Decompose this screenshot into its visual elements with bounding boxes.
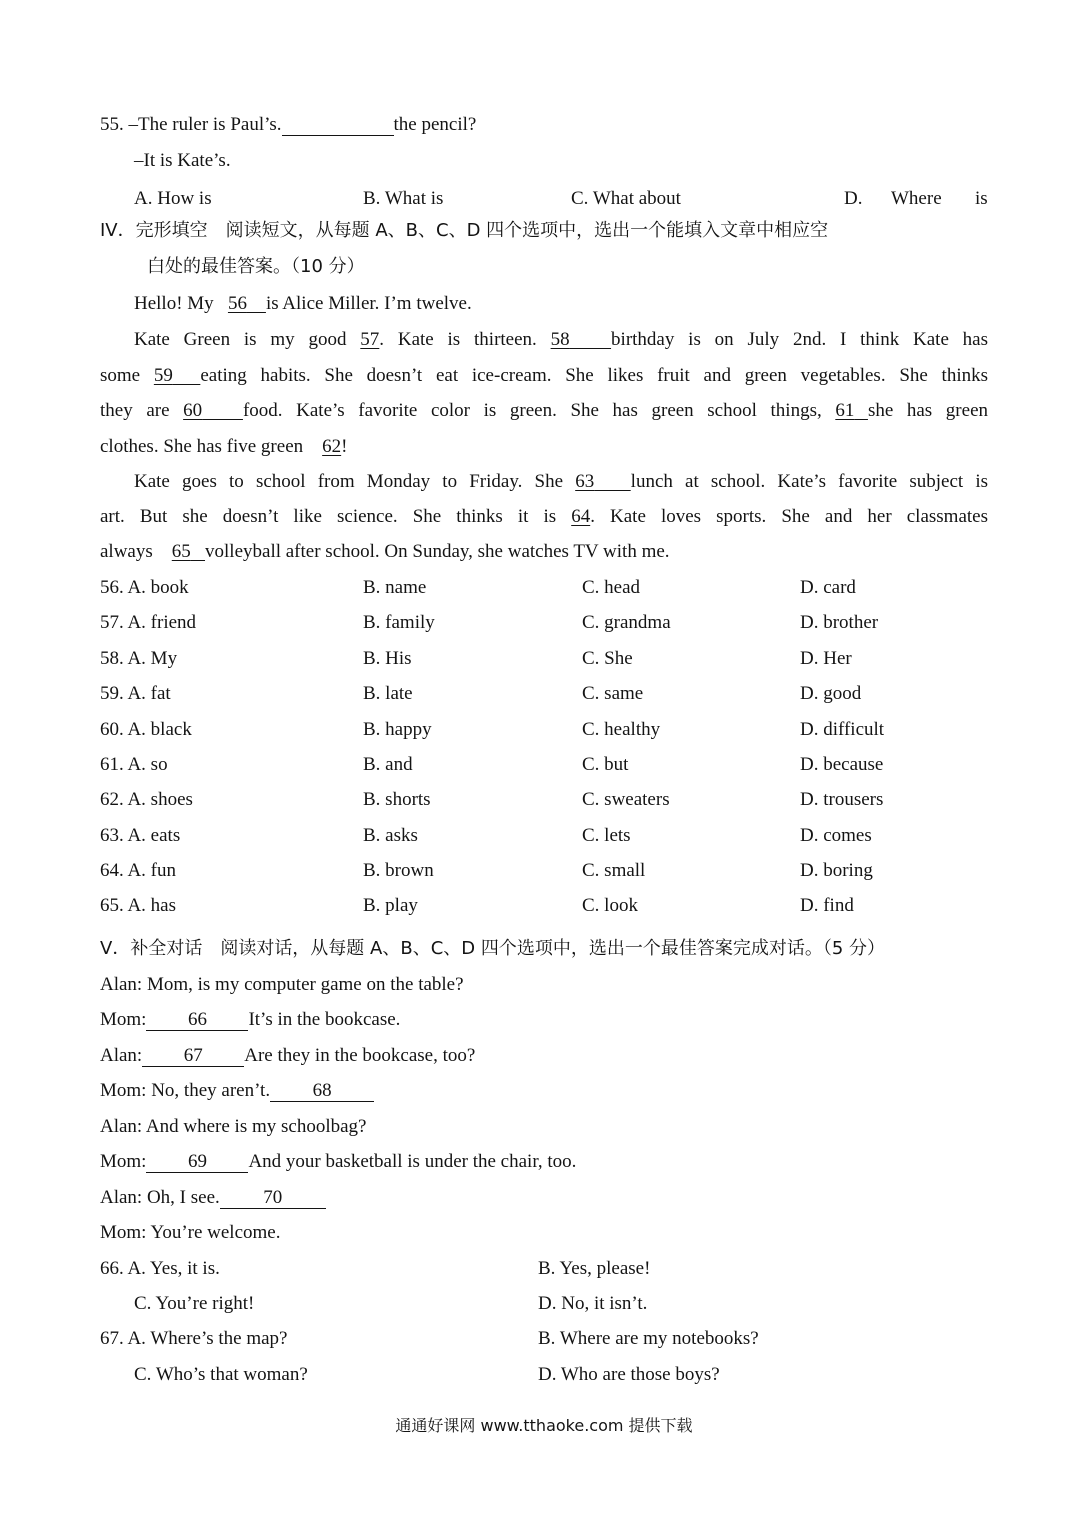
dialogue-line-2 xyxy=(100,1008,400,1032)
blank-61: 61 xyxy=(835,400,855,421)
option-56-a: 56. A. book xyxy=(100,577,189,598)
dialogue-text: Mom: No, they aren’t. xyxy=(100,1080,271,1101)
dialogue-text: And your basketball is under the chair, too. xyxy=(248,1151,577,1172)
passage-text: Hello! My xyxy=(134,293,214,314)
option-58-b: B. His xyxy=(363,648,412,669)
dialogue-text: Are they in the bookcase, too? xyxy=(244,1045,476,1066)
q55-reply: –It is Kate’s. xyxy=(134,150,231,171)
q55-option-c: C. What about xyxy=(571,188,681,209)
option-57-a: 57. A. friend xyxy=(100,612,197,633)
option-64-b: B. brown xyxy=(363,860,434,881)
q55-option-b: B. What is xyxy=(363,188,444,209)
option-65-c: C. look xyxy=(582,895,638,916)
q55-blank xyxy=(282,115,394,136)
option-63-b: B. asks xyxy=(363,825,418,846)
option-66-b: B. Yes, please! xyxy=(538,1258,651,1279)
option-62-a: 62. A. shoes xyxy=(100,789,193,810)
passage-text: eating habits. She doesn’t eat ice-cream. She likes fruit and green vegetables. She thinks xyxy=(200,365,989,386)
blank-64: 64 xyxy=(571,506,591,527)
blank-59: 59 xyxy=(153,365,173,386)
speaker: Mom: xyxy=(100,1009,147,1030)
section-4-title-cont: 白处的最佳答案。（10 分） xyxy=(147,256,365,277)
dialogue-line-8: Mom: You’re welcome. xyxy=(100,1222,281,1243)
option-57-d: D. brother xyxy=(800,612,879,633)
passage-text: volleyball after school. On Sunday, she watches TV with me. xyxy=(205,541,670,562)
passage-text: they are xyxy=(100,400,170,421)
section-4-title: IV．完形填空 阅读短文，从每题 A、B、C、D 四个选项中，选出一个能填入文章中相应空 xyxy=(100,220,829,241)
speaker: Mom: xyxy=(100,1151,147,1172)
blank-62: 62 xyxy=(322,436,342,457)
passage-text: Kate goes to school from Monday to Friday. She xyxy=(134,471,564,492)
option-60-b: B. happy xyxy=(363,719,432,740)
dialogue-line-1: Alan: Mom, is my computer game on the table? xyxy=(100,974,464,995)
passage-line-4 xyxy=(100,399,988,423)
passage-text: always xyxy=(100,541,153,562)
passage-text: is Alice Miller. I’m twelve. xyxy=(265,293,472,314)
q55-option-d-word2: is xyxy=(975,188,988,209)
speaker: Alan: xyxy=(100,1045,143,1066)
option-64-d: D. boring xyxy=(800,860,873,881)
blank-60: 60 xyxy=(183,400,203,421)
option-58-d: D. Her xyxy=(800,648,852,669)
passage-line-8 xyxy=(100,540,670,564)
q55-stem-text: 55. –The ruler is Paul’s. xyxy=(100,114,282,135)
option-64-a: 64. A. fun xyxy=(100,860,176,881)
dialogue-line-7 xyxy=(100,1186,326,1210)
q55-option-d: D. xyxy=(844,188,863,209)
option-60-a: 60. A. black xyxy=(100,719,192,740)
blank-63: 63 xyxy=(575,471,595,492)
option-65-a: 65. A. has xyxy=(100,895,176,916)
blank-57: 57 xyxy=(360,329,380,350)
passage-text: she has green xyxy=(867,400,989,421)
passage-text: Kate Green is my good xyxy=(134,329,347,350)
option-56-d: D. card xyxy=(800,577,856,598)
option-61-a: 61. A. so xyxy=(100,754,168,775)
passage-text: some xyxy=(100,365,141,386)
passage-line-3 xyxy=(100,364,988,388)
option-59-a: 59. A. fat xyxy=(100,683,171,704)
option-67-b: B. Where are my notebooks? xyxy=(538,1328,759,1349)
blank-66: 66 xyxy=(146,1010,248,1031)
option-60-c: C. healthy xyxy=(582,719,661,740)
option-57-b: B. family xyxy=(363,612,435,633)
passage-line-6 xyxy=(134,470,988,494)
dialogue-line-4 xyxy=(100,1079,374,1103)
option-66-d: D. No, it isn’t. xyxy=(538,1293,648,1314)
option-56-b: B. name xyxy=(363,577,427,598)
option-58-c: C. She xyxy=(582,648,633,669)
passage-line-7 xyxy=(100,505,988,529)
blank-67: 67 xyxy=(142,1046,244,1067)
option-62-d: D. trousers xyxy=(800,789,884,810)
blank-56: 56 xyxy=(227,293,247,314)
dialogue-text: It’s in the bookcase. xyxy=(248,1009,401,1030)
option-65-d: D. find xyxy=(800,895,854,916)
option-64-c: C. small xyxy=(582,860,646,881)
option-67-d: D. Who are those boys? xyxy=(538,1364,720,1385)
passage-text: clothes. She has five green xyxy=(100,436,304,457)
dialogue-line-5: Alan: And where is my schoolbag? xyxy=(100,1116,367,1137)
option-66-c: C. You’re right! xyxy=(134,1293,255,1314)
blank-70: 70 xyxy=(220,1188,326,1209)
blank-65: 65 xyxy=(171,541,191,562)
option-59-b: B. late xyxy=(363,683,413,704)
option-67-a: 67. A. Where’s the map? xyxy=(100,1328,288,1349)
option-61-b: B. and xyxy=(363,754,413,775)
q55-option-a: A. How is xyxy=(134,188,212,209)
option-62-b: B. shorts xyxy=(363,789,431,810)
q55-stem xyxy=(100,113,476,137)
passage-line-2 xyxy=(134,328,988,352)
dialogue-text: Alan: Oh, I see. xyxy=(100,1187,220,1208)
q55-stem-end: the pencil? xyxy=(393,114,477,135)
option-66-a: 66. A. Yes, it is. xyxy=(100,1258,220,1279)
passage-line-5 xyxy=(100,435,347,459)
option-61-d: D. because xyxy=(800,754,884,775)
option-65-b: B. play xyxy=(363,895,418,916)
option-63-c: C. lets xyxy=(582,825,631,846)
q55-option-d-word: Where xyxy=(891,188,942,209)
option-56-c: C. head xyxy=(582,577,641,598)
passage-text: . Kate is thirteen. xyxy=(379,329,537,350)
blank-58: 58 xyxy=(550,329,570,350)
blank-69: 69 xyxy=(146,1152,248,1173)
page-footer: 通通好课网 www.tthaoke.com 提供下载 xyxy=(395,1416,693,1435)
passage-text: birthday is on July 2nd. I think Kate has xyxy=(611,329,989,350)
passage-text: lunch at school. Kate’s favorite subject is xyxy=(630,471,989,492)
blank-68: 68 xyxy=(270,1081,374,1102)
option-57-c: C. grandma xyxy=(582,612,671,633)
dialogue-line-3 xyxy=(100,1044,475,1068)
passage-text: art. But she doesn’t like science. She thinks it is xyxy=(100,506,557,527)
option-61-c: C. but xyxy=(582,754,629,775)
passage-text: ! xyxy=(341,436,348,457)
option-63-d: D. comes xyxy=(800,825,872,846)
option-59-c: C. same xyxy=(582,683,644,704)
passage-text: . Kate loves sports. She and her classmates xyxy=(590,506,989,527)
passage-text: food. Kate’s favorite color is green. She has green school things, xyxy=(242,400,822,421)
passage-line-1 xyxy=(134,292,472,316)
option-60-d: D. difficult xyxy=(800,719,885,740)
option-63-a: 63. A. eats xyxy=(100,825,181,846)
section-5-title: V．补全对话 阅读对话，从每题 A、B、C、D 四个选项中，选出一个最佳答案完成对话。（5 分） xyxy=(100,938,886,959)
option-67-c: C. Who’s that woman? xyxy=(134,1364,308,1385)
option-58-a: 58. A. My xyxy=(100,648,178,669)
dialogue-line-6 xyxy=(100,1150,576,1174)
option-62-c: C. sweaters xyxy=(582,789,670,810)
option-59-d: D. good xyxy=(800,683,862,704)
